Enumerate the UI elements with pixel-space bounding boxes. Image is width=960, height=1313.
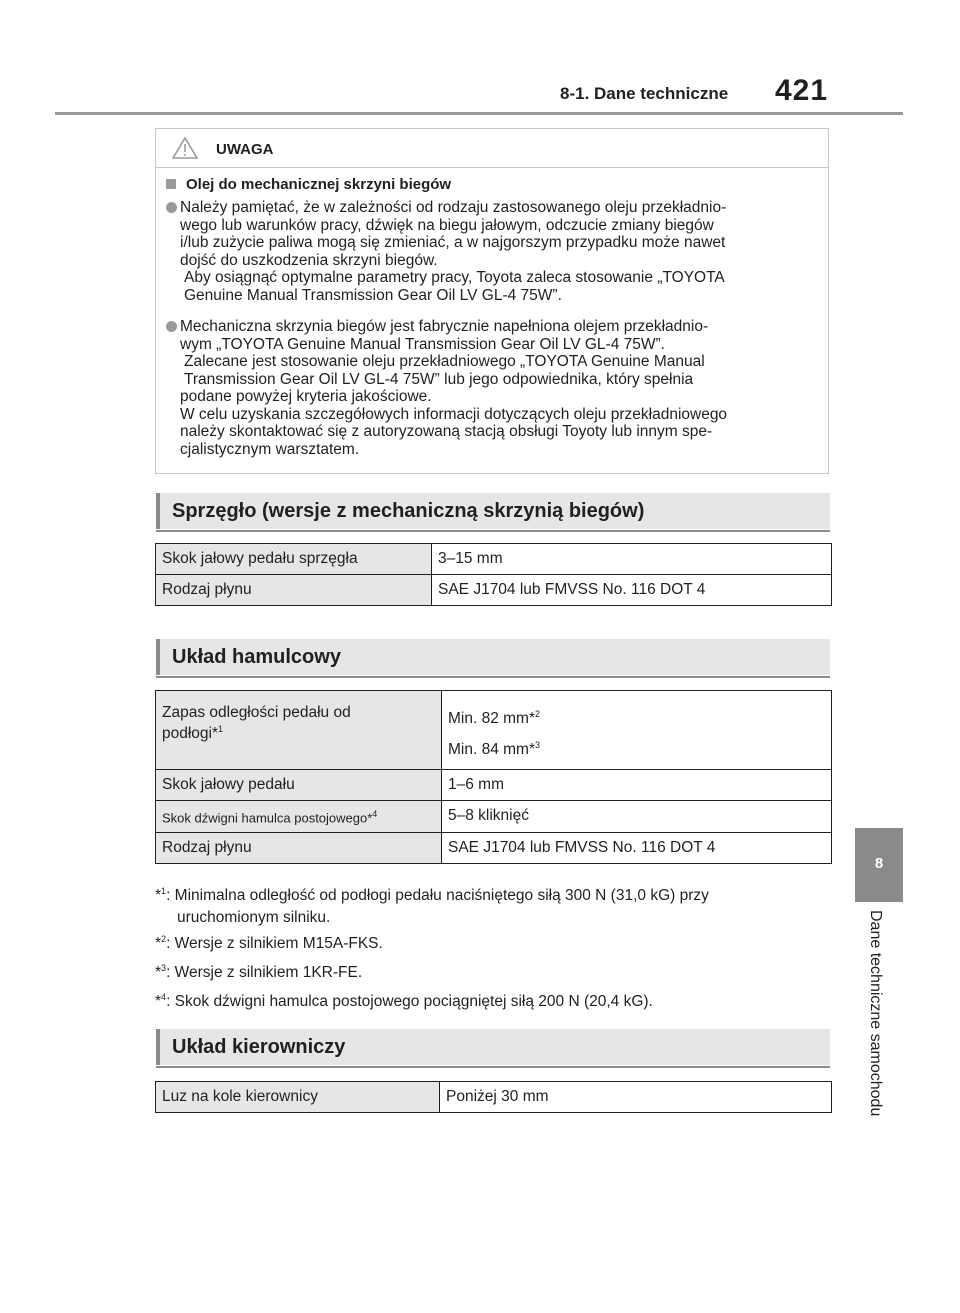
text-line: dojść do uszkodzenia skrzyni biegów. — [180, 251, 438, 269]
table-value: 3–15 mm — [432, 544, 832, 575]
bullet-dot-icon — [166, 321, 177, 332]
warning-box — [155, 128, 829, 474]
steering-table — [155, 1081, 832, 1113]
footnote-mark: * — [155, 887, 162, 905]
footnote-text: : Wersje z silnikiem M15A-FKS. — [166, 935, 383, 953]
chapter-number: 8 — [874, 855, 884, 872]
footnote-text: : Wersje z silnikiem 1KR-FE. — [166, 964, 363, 982]
section-title: 8-1. Dane techniczne — [560, 84, 729, 103]
footnote-text: uruchomionym silniku. — [177, 909, 331, 927]
page-number: 421 — [775, 74, 829, 107]
text-line: wym „TOYOTA Genuine Manual Transmission Gear Oil LV GL-4 75W”. — [180, 335, 665, 353]
table-label — [156, 801, 442, 832]
value-line: Min. 82 mm* — [448, 710, 535, 728]
table-row — [156, 544, 832, 575]
warning-header — [156, 129, 828, 168]
warning-subtitle-text: Olej do mechanicznej skrzyni biegów — [186, 176, 452, 193]
warning-triangle-icon — [172, 137, 198, 159]
table-label: Skok jałowy pedału — [156, 770, 442, 801]
text-line: Zalecane jest stosowanie oleju przekładniowego „TOYOTA Genuine Manual — [184, 353, 705, 370]
table-value: Poniżej 30 mm — [440, 1082, 832, 1113]
table-row — [156, 770, 832, 801]
footnote-text: : Minimalna odległość od podłogi pedału naciśniętego siłą 300 N (31,0 kG) przy — [166, 887, 709, 905]
warning-bullet — [166, 318, 828, 458]
chapter-tab[interactable] — [855, 828, 903, 902]
table-label: Rodzaj płynu — [156, 832, 442, 863]
label-line: Zapas odległości pedału od — [162, 704, 351, 721]
footnote — [155, 928, 835, 955]
footnote-ref: 4 — [372, 809, 378, 820]
text-line: W celu uzyskania szczegółowych informacji dotyczących oleju przekładniowego — [180, 405, 728, 423]
text-line: podane powyżej kryteria jakościowe. — [180, 388, 432, 405]
warning-title: UWAGA — [216, 141, 274, 158]
text-line: cjalistycznym warsztatem. — [180, 440, 360, 458]
table-label: Luz na kole kierownicy — [156, 1082, 440, 1113]
section-header-steering — [156, 1029, 830, 1065]
table-label — [156, 691, 442, 770]
footnote — [155, 880, 835, 929]
footnote-mark: * — [155, 964, 162, 982]
table-label: Rodzaj płynu — [156, 575, 432, 606]
table-row — [156, 575, 832, 606]
section-header-brakes — [156, 639, 830, 675]
section-header-clutch — [156, 493, 830, 529]
table-value: 1–6 mm — [442, 770, 832, 801]
footnote-number: 2 — [161, 934, 167, 944]
footnote — [155, 986, 835, 1013]
label-line: podłogi* — [162, 725, 219, 743]
section-title-steering: Układ kierowniczy — [172, 1036, 346, 1058]
table-label: Skok jałowy pedału sprzęgła — [156, 544, 432, 575]
footnote-mark: * — [155, 935, 162, 953]
label-text: Skok dźwigni hamulca postojowego* — [162, 810, 373, 826]
brakes-table — [155, 690, 832, 864]
footnote-text: : Skok dźwigni hamulca postojowego pociągniętej siłą 200 N (20,4 kG). — [166, 993, 653, 1011]
table-row — [156, 1082, 832, 1113]
bullet-dot-icon — [166, 202, 177, 213]
footnote-ref: 1 — [218, 724, 224, 734]
header-rule — [55, 112, 903, 115]
table-row — [156, 832, 832, 863]
section-title-brakes: Układ hamulcowy — [172, 646, 341, 668]
table-row — [156, 801, 832, 832]
footnote — [155, 957, 835, 984]
footnote-number: 1 — [161, 886, 167, 896]
clutch-table — [155, 543, 832, 606]
footnote-number: 3 — [161, 963, 167, 973]
table-value — [442, 691, 832, 770]
table-value: SAE J1704 lub FMVSS No. 116 DOT 4 — [432, 575, 832, 606]
text-line: Mechaniczna skrzynia biegów jest fabrycznie napełniona olejem przekładnio- — [180, 318, 709, 335]
text-line: należy skontaktować się z autoryzowaną stacją obsługi Toyoty lub innym spe- — [180, 423, 713, 440]
section-title-clutch: Sprzęgło (wersje z mechaniczną skrzynią biegów) — [172, 500, 645, 522]
table-row — [156, 691, 832, 770]
text-line: Należy pamiętać, że w zależności od rodzaju zastosowanego oleju przekładnio- — [180, 199, 727, 216]
footnote-ref: 3 — [535, 740, 541, 751]
table-value: 5–8 kliknięć — [442, 801, 832, 832]
footnote-ref: 2 — [535, 709, 541, 719]
value-line: Min. 84 mm* — [448, 741, 535, 759]
footnote-number: 4 — [161, 992, 167, 1002]
table-value: SAE J1704 lub FMVSS No. 116 DOT 4 — [442, 832, 832, 863]
text-line: Transmission Gear Oil LV GL-4 75W” lub jego odpowiednika, który spełnia — [184, 370, 694, 388]
text-line: i/lub zużycie paliwa mogą się zmieniać, a w najgorszym przypadku może nawet — [180, 234, 726, 251]
square-bullet-icon — [166, 179, 176, 189]
chapter-label: Dane techniczne samochodu — [867, 910, 884, 1117]
warning-bullet — [166, 199, 828, 304]
text-line: Genuine Manual Transmission Gear Oil LV GL-4 75W”. — [184, 286, 562, 304]
text-line: wego lub warunków pracy, dźwięk na biegu jałowym, odczucie zmiany biegów — [180, 216, 714, 234]
footnote-mark: * — [155, 993, 162, 1011]
warning-subtitle — [166, 176, 451, 193]
text-line: Aby osiągnąć optymalne parametry pracy, Toyota zaleca stosowanie „TOYOTA — [184, 269, 725, 286]
